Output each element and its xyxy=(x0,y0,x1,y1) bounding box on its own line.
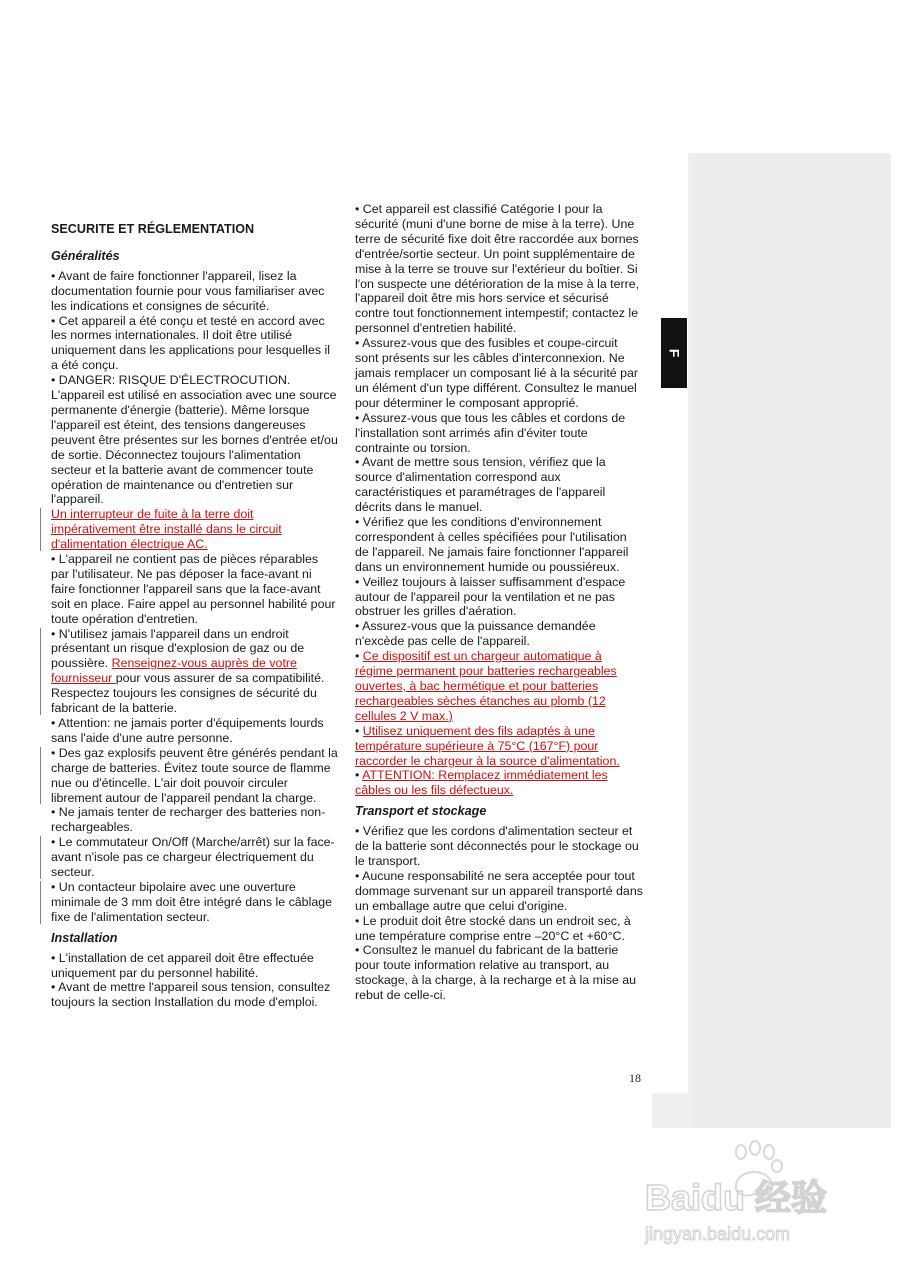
watermark-url: jingyan.baidu.com xyxy=(645,1224,791,1244)
right-paragraph: • Cet appareil est classifié Catégorie I pour la sécurité (muni d'une borne de mise à la terre). Une terre de sécurité fixe doit être raccordée aux bornes d'entrée/sortie secteur. Un point supplémentaire de mise à la terre se trouve sur l'extérieur du boîtier. Si l'on suspecte une détérioration de la mise à la terre, l'appareil doit être mis hors service et sécurisé contre tout fonctionnement intempestif; contactez le personnel d'entretien habilité. xyxy=(355,202,640,336)
right-paragraph: • Veillez toujours à laisser suffisamment d'espace autour de l'appareil pour la ventilation et ne pas obstruer les grilles d'aération. xyxy=(355,574,626,619)
left-paragraph: • Des gaz explosifs peuvent être générés pendant la charge de batteries. Évitez toute source de flamme nue ou d'étincelle. L'air doit pouvoir circuler librement autour de l'appareil pendant la charge. xyxy=(51,745,338,805)
watermark-brand: Baidu 经验 xyxy=(645,1177,828,1218)
left-paragraph: • L'appareil ne contient pas de pièces réparables par l'utilisateur. Ne pas déposer la face-avant ni faire fonctionner l'appareil sans que la face-avant soit en place. Faire appel au personnel habilité pour toute opération d'entretien. xyxy=(51,552,336,626)
revision-text: Utilisez uniquement des fils adaptés à une température supérieure à 75°C (167°F) pour raccorder le chargeur à la source d'alimentation. xyxy=(355,723,620,768)
comment-pane xyxy=(694,153,891,1128)
left-paragraph: • DANGER: RISQUE D'ÉLECTROCUTION. L'appareil est utilisé en association avec une source permanente d'énergie (batterie). Même lorsque l'appareil est éteint, des tensions dangereuses peuvent être présentes sur les bornes d'entrée et/ou de sortie. Déconnectez toujours l'alimentation secteur et la batterie avant de commencer toute opération de maintenance ou d'entretien sur l'appareil. xyxy=(51,373,338,507)
right-paragraph: • Vérifiez que les cordons d'alimentation secteur et de la batterie sont déconnectés pour le stockage ou le transport. xyxy=(355,824,639,868)
right-paragraph xyxy=(355,724,643,769)
right-paragraph: • Aucune responsabilité ne sera acceptée pour tout dommage survenant sur un appareil transporté dans un emballage autre que celui d'origine. xyxy=(355,868,643,913)
right-subheading: Transport et stockage xyxy=(355,804,487,819)
text-run: • xyxy=(355,649,363,664)
left-subheading: Installation xyxy=(51,930,118,945)
right-paragraph: • Consultez le manuel du fabricant de la batterie pour toute information relative au transport, au stockage, à la charge, à la recharge et à la mise au rebut de celle-ci. xyxy=(355,943,637,1003)
left-paragraph: • Le commutateur On/Off (Marche/arrêt) sur la face- avant n'isole pas ce chargeur électriquement du secteur. xyxy=(51,835,339,880)
left-column xyxy=(51,222,339,1010)
text-run: • N'utilisez jamais l'appareil dans un endroit présentant un risque d'explosion de gaz ou de poussière. xyxy=(51,626,305,671)
right-paragraph: • Avant de mettre sous tension, vérifiez que la source d'alimentation correspond aux caractéristiques et paramétrages de l'appareil décrits dans le manuel. xyxy=(355,455,606,515)
revision-text: ATTENTION: Remplacez immédiatement les câbles ou les fils défectueux. xyxy=(355,768,608,798)
left-paragraph: • Attention: ne jamais porter d'équipements lourds sans l'aide d'une autre personne. xyxy=(51,716,324,745)
language-tab xyxy=(661,318,687,388)
left-subheading: Généralités xyxy=(51,248,120,263)
language-tab-label: F xyxy=(666,348,682,358)
left-paragraph: • Avant de mettre l'appareil sous tension, consultez toujours la section Installation du mode d'emploi. xyxy=(51,980,331,1010)
left-paragraph xyxy=(51,507,339,552)
revision-text: Un interrupteur de fuite à la terre doit impérativement être installé dans le circuit d'alimentation électrique AC. xyxy=(51,507,282,552)
right-paragraph: • Assurez-vous que la puissance demandée n'excède pas celle de l'appareil. xyxy=(355,619,596,649)
right-paragraph xyxy=(355,649,643,724)
revision-text: Ce dispositif est un chargeur automatique à régime permanent pour batteries rechargeables ouvertes, à bac hermétique et pour batteries rechargeables sèches étanches au plomb (12 cellules 2 V max.) xyxy=(355,649,617,723)
text-run: • xyxy=(355,723,363,738)
right-paragraph xyxy=(355,768,643,798)
right-paragraph: • Assurez-vous que tous les câbles et cordons de l'installation sont arrimés afin d'éviter toute contrainte ou torsion. xyxy=(355,410,626,455)
page-margin xyxy=(652,153,688,1093)
right-paragraph: • Assurez-vous que des fusibles et coupe-circuit sont présents sur les câbles d'interconnexion. Ne jamais remplacer un composant lié à la sécurité par un élément d'un type différent. Consultez le manuel pour déterminer le composant approprié. xyxy=(355,336,639,410)
revision-text: Renseignez-vous auprès de votre fournisseur xyxy=(51,656,297,686)
left-paragraph xyxy=(51,627,339,716)
right-paragraph: • Le produit doit être stocké dans un endroit sec, à une température comprise entre –20°C et +60°C. xyxy=(355,913,631,943)
left-paragraph: • Ne jamais tenter de recharger des batteries non-rechargeables. xyxy=(51,805,326,835)
left-paragraph: • Cet appareil a été conçu et testé en accord avec les normes internationales. Il doit être utilisé uniquement dans les applications pour lesquelles il a été conçu. xyxy=(51,313,330,373)
baidu-watermark xyxy=(640,1140,870,1260)
right-paragraph: • Vérifiez que les conditions d'environnement correspondent à celles spécifiées pour l'utilisation de l'appareil. Ne jamais faire fonctionner l'appareil dans un environnement humide ou poussiéreux. xyxy=(355,515,629,574)
text-run: pour vous assurer de sa compatibilité. Respectez toujours les consignes de sécurité du fabricant de la batterie. xyxy=(51,671,325,716)
section-title: SECURITE ET RÉGLEMENTATION xyxy=(51,222,255,236)
text-run: • xyxy=(355,768,363,783)
right-column xyxy=(355,202,643,1003)
left-paragraph: • Un contacteur bipolaire avec une ouverture minimale de 3 mm doit être intégré dans le câblage fixe de l'alimentation secteur. xyxy=(51,880,339,925)
left-paragraph: • Avant de faire fonctionner l'appareil, lisez la documentation fournie pour vous familiariser avec les indications et consignes de sécurité. xyxy=(51,268,325,313)
page-number: 18 xyxy=(629,1071,641,1085)
left-paragraph: • L'installation de cet appareil doit être effectuée uniquement par du personnel habilité. xyxy=(51,950,314,980)
